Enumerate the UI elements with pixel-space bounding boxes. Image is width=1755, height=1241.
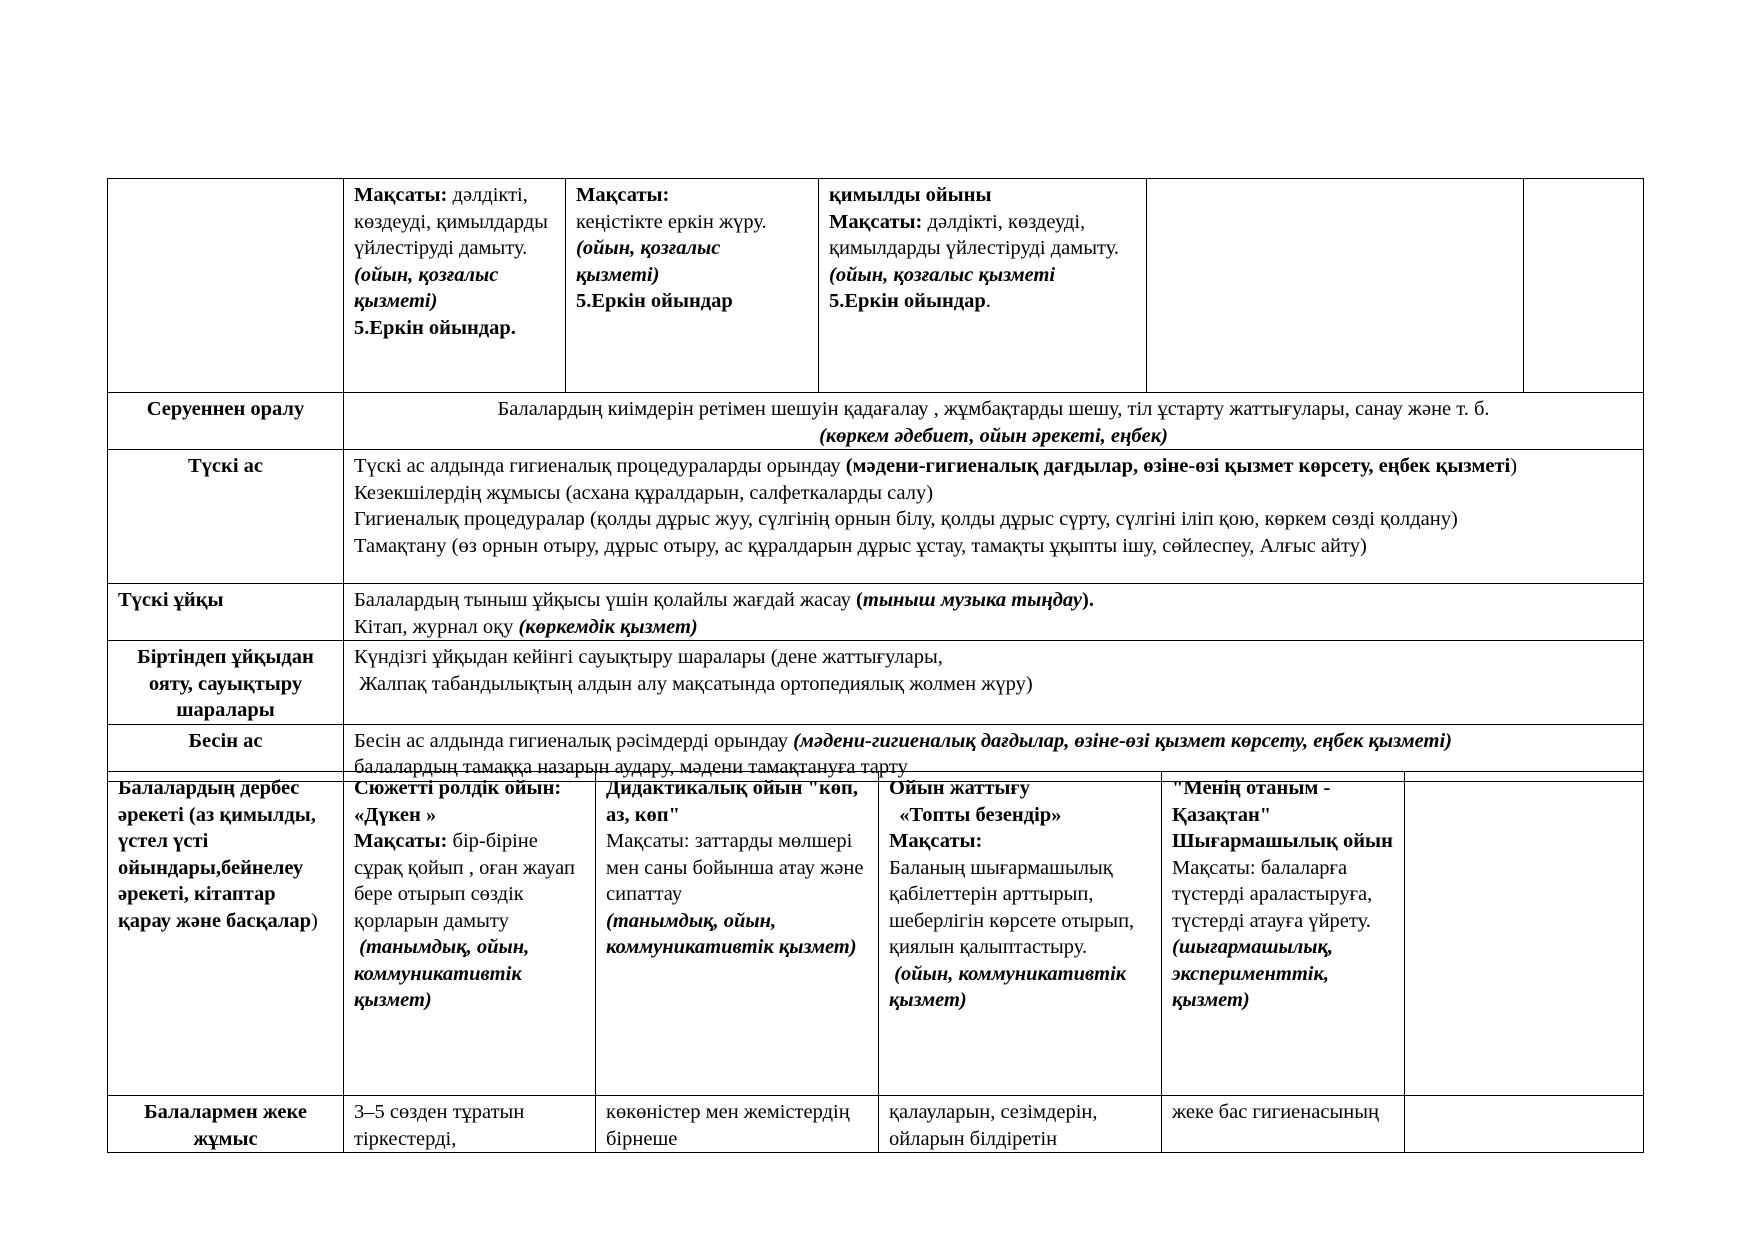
game-name: «Дүкен » [354,803,437,826]
row-text: Кезекшілердің жұмысы (асхана құралдарын, салфеткаларды салу) [354,481,934,504]
row-text: Бесін ас алдында гигиеналық рәсімдерді орындау [354,729,794,752]
row-content [344,641,1644,725]
goal-text: Баланың шығармашылық қабілеттерін арттырып, шеберлігін көрсете отырып, қиялын қалыптастыру. [889,856,1135,958]
activity-type: (танымдық, ойын, коммуникативтік қызмет) [354,936,535,1011]
row-content [344,450,1644,584]
game-title: Ойын жаттығу [889,777,1030,799]
empty-cell [1147,179,1524,393]
activity-type: (ойын, қозғалыс қызметі) [354,263,499,312]
activity-type: (шығармашылық, эксперименттік, қызмет) [1172,936,1334,1011]
activity-cell [879,772,1162,1096]
goal-label: Мақсаты: [354,184,448,206]
table-row [108,450,1644,584]
goal-text: кеңістікте еркін жүру. [576,210,767,233]
goal-label: Мақсаты: [576,184,670,206]
activity-type: (ойын, қозғалыс қызметі [829,263,1056,286]
activity-type: (ойын, коммуникативтік қызмет) [889,962,1132,1011]
activities-continuation-table [107,178,1644,393]
free-games: 5.Еркін ойындар [576,290,733,312]
goal-text: бір-біріне сұрақ қойып , оған жауап бере отырып сөздік қорларын дамыту [354,830,575,932]
row-text: Гигиеналық процедуралар (қолды дұрыс жуу, сүлгінің орнын білу, қолды дұрыс сүрту, сүлгіні іліп қою, көркем сөзді қолдану) [354,508,1458,530]
activity-type: (мәдени-гигиеналық дағдылар, өзіне-өзі қызмет көрсету, еңбек қызметі) [793,729,1452,752]
activity-type: тыныш музыка тыңдау [862,589,1082,611]
activity-type: (ойын, қозғалыс қызметі) [576,237,721,286]
activity-cell: 3–5 сөзден тұратын тіркестерді, [344,1096,596,1153]
activity-cell [344,179,566,393]
row-label [108,772,344,1096]
goal-label: Мақсаты: [829,210,923,233]
row-text: Балалардың тыныш ұйқысы үшін қолайлы жағдай жасау [354,589,857,611]
activity-open: ( [856,589,863,611]
table-row [108,179,1644,393]
row-text: Кітап, журнал оқу [354,615,519,638]
activity-cell [566,179,819,393]
daily-routine-table [107,392,1644,782]
row-text-tail: ) [1510,455,1518,477]
row-text: Түскі ас алдында гигиеналық процедураларды орындау [354,455,846,477]
activity-cell: жеке бас гигиенасының [1162,1096,1405,1153]
game-title: "Менің отаным - Қазақтан" Шығармашылық ойын [1172,777,1393,852]
empty-cell [108,179,344,393]
row-label: Серуеннен оралу [108,393,344,450]
table-row [108,393,1644,450]
table-row [108,641,1644,725]
activity-close: ). [1082,589,1094,611]
activity-type: (танымдық, ойын, коммуникативтік қызмет) [606,909,857,958]
row-label: Бесін ас [108,724,344,781]
row-label: Біртіндеп ұйқыдан ояту, сауықтыру шаралары [108,641,344,725]
activity-type: (көркем әдебиет, ойын әрекеті, еңбек) [819,424,1168,447]
row-text: Күндізгі ұйқыдан кейінгі сауықтыру шаралары (дене жаттығулары, [354,646,943,668]
game-name: «Топты безендір» [889,803,1062,826]
row-label: Түскі ұйқы [108,584,344,641]
row-content [344,584,1644,641]
row-label-text: Балалардың дербес әрекеті (аз қимылды, үстел үсті ойындары,бейнелеу әрекеті, кітаптар қарау және басқалар [118,777,316,932]
free-games: 5.Еркін ойындар [829,290,986,312]
goal-text: дәлдікті, көздеуді, қимылдарды үйлестіруді дамыту. [829,210,1120,259]
row-text: балалардың тамаққа назарын аудару, мәдени тамақтануға тарту [354,756,908,778]
row-text: Тамақтану (өз орнын отыру, дұрыс отыру, ас құралдарын дұрыс ұстау, тамақты ұқыпты ішу, сөйлеспеу, Алғыс айту) [354,534,1367,557]
table-row [108,1096,1644,1153]
row-text: Балалардың киімдерін ретімен шешуін қадағалау , жұмбақтарды шешу, тіл ұстарту жаттығулары, санау және т. б. [497,398,1490,420]
goal-text: дәлдікті, көздеуді, қимылдарды үйлестіруді дамыту. [354,184,548,259]
row-label: Түскі ас [108,450,344,584]
activity-type: (көркемдік қызмет) [518,615,698,638]
activity-cell [819,179,1147,393]
row-label-tail: ) [311,909,318,932]
activity-cell: көкөністер мен жемістердің бірнеше [596,1096,879,1153]
empty-cell [1405,772,1644,1096]
goal-label: Мақсаты: [354,830,448,852]
empty-cell [1405,1096,1644,1153]
row-text: Жалпақ табандылықтың алдын алу мақсатында ортопедиялық жолмен жүру) [354,672,1033,695]
free-games-tail: . [985,290,991,312]
table-row [108,584,1644,641]
independent-activity-table [107,771,1644,1153]
game-title: Сюжетті ролдік ойын: [354,777,562,799]
activity-type: (мәдени-гигиеналық дағдылар, өзіне-өзі қызмет көрсету, еңбек қызметі [845,455,1511,477]
row-content [344,393,1644,450]
activity-cell [344,772,596,1096]
free-games: 5.Еркін ойындар. [354,316,516,339]
row-label: Балалармен жеке жұмыс [108,1096,344,1153]
activity-cell: қалауларын, сезімдерін, ойларын білдіретін [879,1096,1162,1153]
empty-cell [1524,179,1644,393]
goal-label: Мақсаты: [889,830,983,852]
goal-text: Мақсаты: заттарды мөлшері мен саны бойынша атау және сипаттау [606,830,864,905]
activity-cell [1162,772,1405,1096]
activity-cell [596,772,879,1096]
game-title: Дидактикалық ойын "көп, аз, көп" [606,777,858,826]
game-title: қимылды ойыны [829,184,992,206]
table-row [108,772,1644,1096]
goal-text: Мақсаты: балаларға түстерді араластыруға, түстерді атауға үйрету. [1172,856,1373,932]
